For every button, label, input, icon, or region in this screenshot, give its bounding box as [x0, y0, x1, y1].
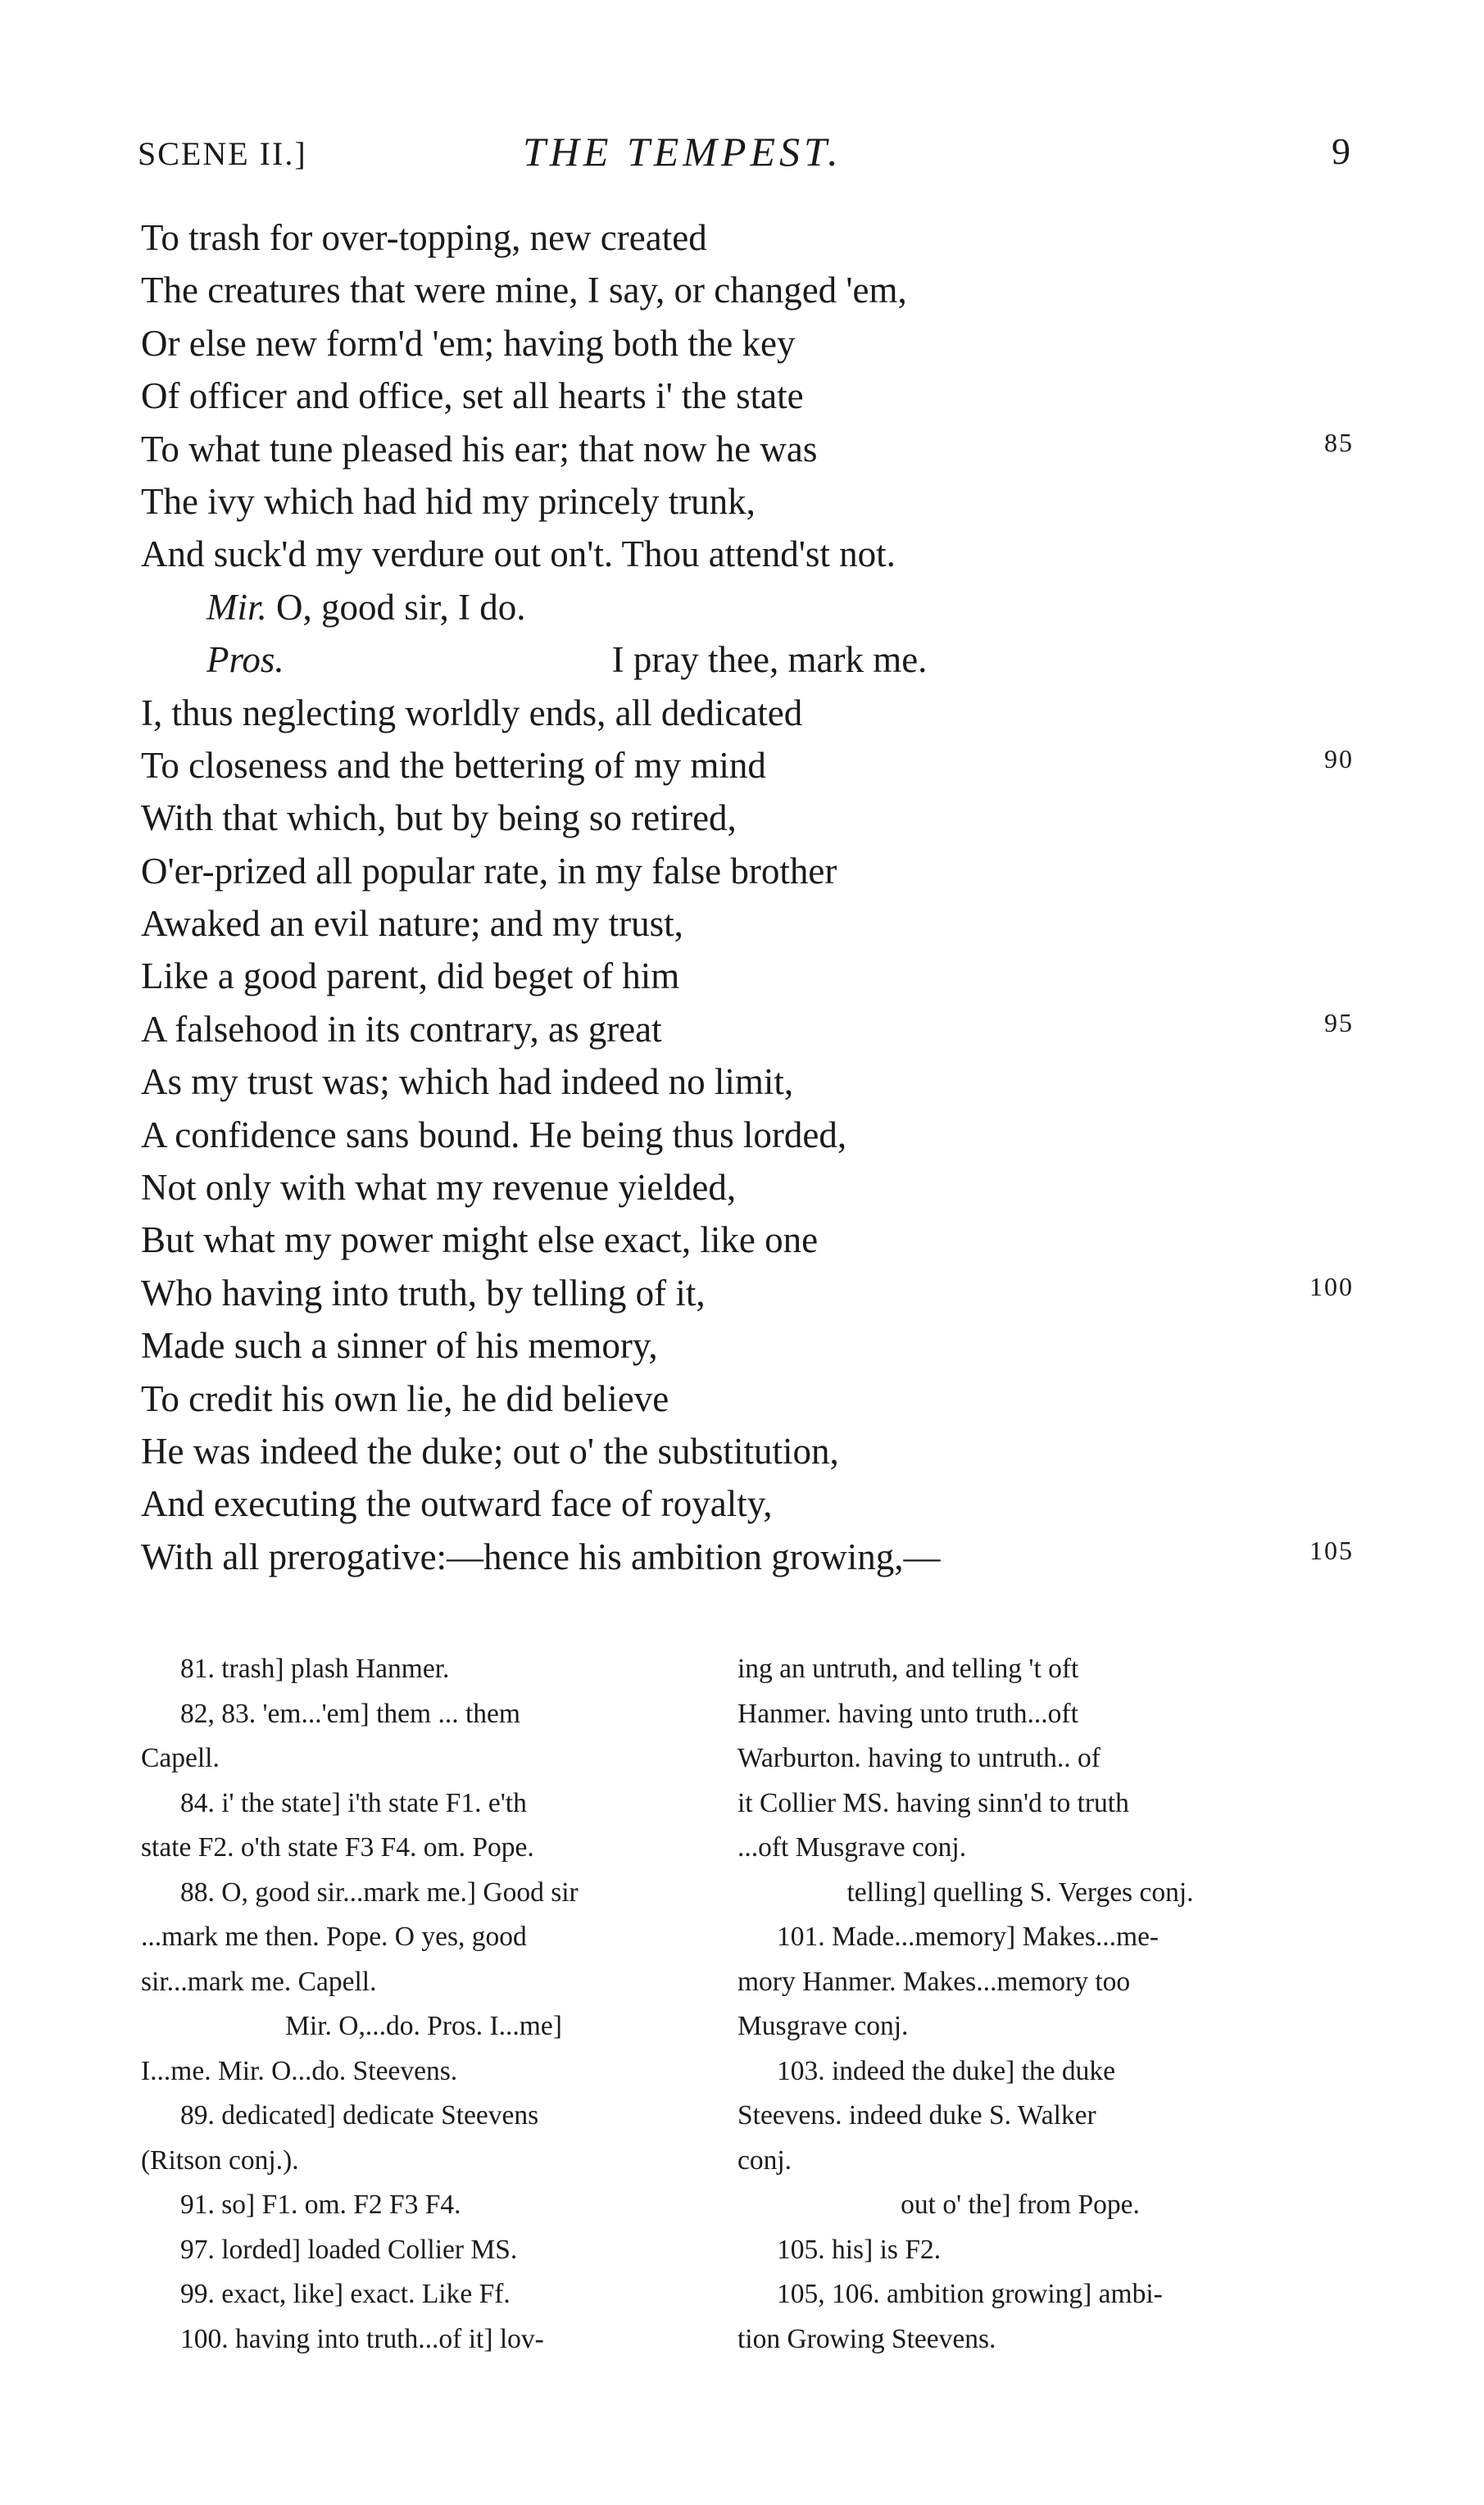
- verse-line: [141, 1531, 1354, 1583]
- verse-text: But what my power might else exact, like one: [141, 1219, 819, 1261]
- footnote-line: 105, 106. ambition growing] ambi-: [777, 2279, 1163, 2309]
- verse-text: To closeness and the bettering of my mind: [141, 744, 766, 786]
- verse-text: Awaked an evil nature; and my trust,: [141, 903, 683, 945]
- verse-text: Of officer and office, set all hearts i' the state: [141, 375, 804, 417]
- verse-text: He was indeed the duke; out o' the substitution,: [141, 1430, 839, 1472]
- footnotes-right-column: [737, 1647, 1303, 2362]
- verse-line: [141, 1319, 1354, 1372]
- footnote-line: conj.: [737, 2144, 792, 2176]
- verse-text: Or else new form'd 'em; having both the key: [141, 322, 796, 364]
- footnote-line: I...me. Mir. O...do. Steevens.: [141, 2055, 458, 2086]
- verse-text: And suck'd my verdure out on't. Thou attend'st not.: [141, 533, 896, 575]
- verse-block: [141, 211, 1354, 1583]
- verse-text: With that which, but by being so retired,: [141, 797, 737, 839]
- verse-text: To trash for over-topping, new created: [141, 217, 707, 258]
- verse-line: [141, 1373, 1354, 1425]
- footnotes-left-column: [141, 1647, 706, 2362]
- verse-text: The ivy which had hid my princely trunk,: [141, 480, 756, 522]
- verse-text: Not only with what my revenue yielded,: [141, 1167, 737, 1209]
- verse-text: To credit his own lie, he did believe: [141, 1377, 669, 1419]
- verse-line: [141, 687, 1354, 739]
- footnote-line: it Collier MS. having sinn'd to truth: [737, 1787, 1129, 1818]
- verse-text: And executing the outward face of royalty,: [141, 1483, 773, 1525]
- footnote-line: Musgrave conj.: [737, 2011, 909, 2041]
- verse-line: [141, 633, 1354, 686]
- footnote-line: 105. his] is F2.: [777, 2234, 942, 2265]
- footnote-line: 101. Made...memory] Makes...me-: [777, 1922, 1160, 1952]
- footnote-line: 97. lorded] loaded Collier MS.: [180, 2234, 518, 2265]
- line-number: 105: [1309, 1535, 1354, 1565]
- verse-line: [141, 317, 1354, 370]
- footnote-line: 91. so] F1. om. F2 F3 F4.: [180, 2190, 461, 2220]
- page-number: 9: [1332, 130, 1350, 172]
- footnote-line: 88. O, good sir...mark me.] Good sir: [180, 1876, 579, 1908]
- verse-line: [141, 1214, 1354, 1266]
- verse-line: [141, 1161, 1354, 1214]
- verse-line: [141, 528, 1354, 580]
- verse-text: Like a good parent, did beget of him: [141, 955, 680, 997]
- footnote-line: Steevens. indeed duke S. Walker: [737, 2100, 1096, 2131]
- verse-line: [141, 1267, 1354, 1319]
- footnote-line: Capell.: [141, 1743, 220, 1773]
- verse-line: [141, 950, 1354, 1002]
- verse-line: [141, 370, 1354, 422]
- verse-text: To what tune pleased his ear; that now he was: [141, 428, 818, 470]
- verse-line: [141, 897, 1354, 950]
- footnote-line: 100. having into truth...of it] lov-: [180, 2323, 544, 2354]
- verse-line: [141, 1109, 1354, 1161]
- footnote-line: ...mark me then. Pope. O yes, good: [141, 1922, 527, 1952]
- footnote-line: 89. dedicated] dedicate Steevens: [180, 2100, 539, 2131]
- line-number: 85: [1324, 427, 1354, 457]
- footnote-line: 84. i' the state] i'th state F1. e'th: [180, 1787, 527, 1818]
- verse-text: I pray thee, mark me.: [611, 639, 928, 681]
- running-header: [138, 128, 1350, 185]
- footnote-line: Hanmer. having unto truth...oft: [737, 1698, 1078, 1729]
- verse-line: [141, 845, 1354, 897]
- verse-line: [141, 1425, 1354, 1477]
- verse-line: [141, 792, 1354, 844]
- verse-text: As my trust was; which had indeed no limit,: [141, 1061, 794, 1103]
- footnote-line: state F2. o'th state F3 F4. om. Pope.: [141, 1832, 534, 1863]
- verse-text: The creatures that were mine, I say, or changed 'em,: [141, 270, 907, 311]
- footnote-line: 103. indeed the duke] the duke: [777, 2055, 1116, 2086]
- footnote-line: Mir. O,...do. Pros. I...me]: [285, 2011, 562, 2041]
- verse-line: [141, 739, 1354, 792]
- verse-line: [141, 1477, 1354, 1530]
- scene-label: SCENE II.]: [138, 135, 307, 172]
- verse-line: [141, 264, 1354, 316]
- speaker-name: Pros.: [206, 639, 284, 681]
- line-number: 100: [1309, 1271, 1354, 1301]
- line-number: 95: [1324, 1007, 1354, 1037]
- footnote-line: 81. trash] plash Hanmer.: [180, 1654, 450, 1684]
- footnote-line: Warburton. having to untruth.. of: [737, 1743, 1101, 1773]
- verse-line: [141, 475, 1354, 528]
- line-number: 90: [1324, 743, 1354, 774]
- footnote-line: (Ritson conj.).: [141, 2144, 299, 2176]
- verse-text: I, thus neglecting worldly ends, all dedicated: [141, 692, 803, 733]
- footnote-line: sir...mark me. Capell.: [141, 1966, 377, 1997]
- verse-text: With all prerogative:—hence his ambition growing,—: [141, 1536, 941, 1577]
- footnote-line: 82, 83. 'em...'em] them ... them: [180, 1698, 520, 1729]
- footnote-line: out o' the] from Pope.: [901, 2190, 1140, 2220]
- verse-text: A falsehood in its contrary, as great: [141, 1008, 662, 1050]
- verse-text: O'er-prized all popular rate, in my false brother: [141, 850, 837, 892]
- footnote-line: mory Hanmer. Makes...memory too: [737, 1966, 1131, 1997]
- footnote-line: telling] quelling S. Verges conj.: [846, 1876, 1194, 1908]
- footnote-line: ing an untruth, and telling 't oft: [737, 1654, 1079, 1684]
- verse-line: [141, 211, 1354, 264]
- footnote-line: ...oft Musgrave conj.: [737, 1832, 967, 1863]
- verse-text: A confidence sans bound. He being thus lorded,: [141, 1114, 847, 1155]
- verse-line: [141, 1055, 1354, 1108]
- footnote-line: tion Growing Steevens.: [737, 2323, 996, 2354]
- verse-line: [141, 423, 1354, 475]
- speaker-name: Mir.: [206, 586, 267, 628]
- verse-text: O, good sir, I do.: [276, 586, 526, 628]
- footnote-line: 99. exact, like] exact. Like Ff.: [180, 2279, 511, 2309]
- verse-text: Made such a sinner of his memory,: [141, 1325, 658, 1367]
- verse-line: [141, 581, 1354, 633]
- verse-line: [141, 1003, 1354, 1055]
- verse-text: Who having into truth, by telling of it,: [141, 1272, 706, 1314]
- play-title: THE TEMPEST.: [523, 129, 842, 175]
